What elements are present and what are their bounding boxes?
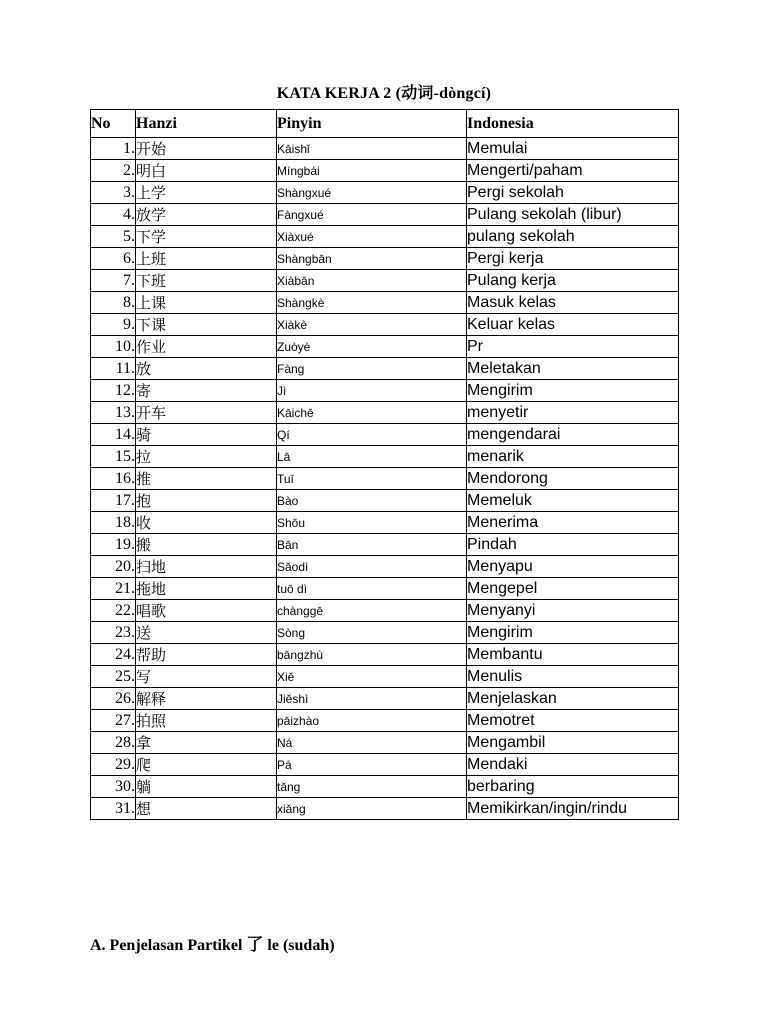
row-indonesia: Memikirkan/ingin/rindu — [467, 798, 679, 820]
row-number: 17. — [91, 490, 136, 512]
table-row — [91, 556, 679, 578]
table-row — [91, 270, 679, 292]
row-number: 3. — [91, 182, 136, 204]
row-pinyin: Xiě — [277, 666, 467, 688]
row-pinyin: Shàngbān — [277, 248, 467, 270]
table-row — [91, 468, 679, 490]
row-indonesia: Mengirim — [467, 380, 679, 402]
row-hanzi: 收 — [136, 512, 277, 534]
row-hanzi: 拉 — [136, 446, 277, 468]
row-hanzi: 开始 — [136, 138, 277, 160]
row-indonesia: Menjelaskan — [467, 688, 679, 710]
row-number: 15. — [91, 446, 136, 468]
row-pinyin: Jiěshì — [277, 688, 467, 710]
row-pinyin: Zuòyè — [277, 336, 467, 358]
table-row — [91, 226, 679, 248]
row-number: 10. — [91, 336, 136, 358]
table-row — [91, 182, 679, 204]
row-hanzi: 下班 — [136, 270, 277, 292]
row-pinyin: Qí — [277, 424, 467, 446]
row-number: 16. — [91, 468, 136, 490]
table-row — [91, 732, 679, 754]
vocabulary-table — [90, 109, 679, 820]
row-indonesia: menyetir — [467, 402, 679, 424]
document-title: KATA KERJA 2 (动词-dòngcí) — [276, 85, 492, 102]
row-number: 4. — [91, 204, 136, 226]
row-indonesia: Memotret — [467, 710, 679, 732]
row-pinyin: Bān — [277, 534, 467, 556]
row-hanzi: 骑 — [136, 424, 277, 446]
row-indonesia: mengendarai — [467, 424, 679, 446]
table-row — [91, 578, 679, 600]
table-body — [91, 138, 679, 820]
table-row — [91, 380, 679, 402]
row-number: 27. — [91, 710, 136, 732]
table-row — [91, 600, 679, 622]
header-no: No — [91, 110, 136, 138]
table-row — [91, 424, 679, 446]
row-number: 21. — [91, 578, 136, 600]
row-indonesia: Pulang kerja — [467, 270, 679, 292]
table-row — [91, 622, 679, 644]
row-pinyin: tǎng — [277, 776, 467, 798]
row-number: 19. — [91, 534, 136, 556]
row-hanzi: 抱 — [136, 490, 277, 512]
table-row — [91, 204, 679, 226]
row-pinyin: Shàngxué — [277, 182, 467, 204]
row-hanzi: 帮助 — [136, 644, 277, 666]
row-indonesia: Pindah — [467, 534, 679, 556]
table-row — [91, 314, 679, 336]
row-hanzi: 爬 — [136, 754, 277, 776]
row-indonesia: Mengirim — [467, 622, 679, 644]
table-row — [91, 688, 679, 710]
table-row — [91, 336, 679, 358]
row-hanzi: 想 — [136, 798, 277, 820]
row-hanzi: 送 — [136, 622, 277, 644]
row-indonesia: Pergi kerja — [467, 248, 679, 270]
row-pinyin: Fàng — [277, 358, 467, 380]
row-indonesia: Keluar kelas — [467, 314, 679, 336]
row-number: 29. — [91, 754, 136, 776]
row-number: 31. — [91, 798, 136, 820]
row-hanzi: 推 — [136, 468, 277, 490]
row-indonesia: pulang sekolah — [467, 226, 679, 248]
table-row — [91, 402, 679, 424]
row-pinyin: xiǎng — [277, 798, 467, 820]
row-number: 26. — [91, 688, 136, 710]
table-row — [91, 776, 679, 798]
row-indonesia: Menyapu — [467, 556, 679, 578]
row-pinyin: Sòng — [277, 622, 467, 644]
row-pinyin: Jì — [277, 380, 467, 402]
row-pinyin: Ná — [277, 732, 467, 754]
table-row — [91, 754, 679, 776]
table-row — [91, 512, 679, 534]
row-indonesia: Membantu — [467, 644, 679, 666]
row-hanzi: 上学 — [136, 182, 277, 204]
table-row — [91, 490, 679, 512]
table-row — [91, 798, 679, 820]
row-number: 20. — [91, 556, 136, 578]
row-number: 14. — [91, 424, 136, 446]
row-hanzi: 唱歌 — [136, 600, 277, 622]
row-number: 8. — [91, 292, 136, 314]
row-hanzi: 解释 — [136, 688, 277, 710]
row-number: 9. — [91, 314, 136, 336]
table-row — [91, 138, 679, 160]
row-pinyin: pāizhào — [277, 710, 467, 732]
row-pinyin: Tuī — [277, 468, 467, 490]
row-hanzi: 写 — [136, 666, 277, 688]
row-hanzi: 扫地 — [136, 556, 277, 578]
table-row — [91, 644, 679, 666]
row-number: 13. — [91, 402, 136, 424]
row-pinyin: Xiàbān — [277, 270, 467, 292]
row-pinyin: Shàngkè — [277, 292, 467, 314]
header-pinyin: Pinyin — [277, 110, 467, 138]
row-pinyin: Kāichē — [277, 402, 467, 424]
row-indonesia: menarik — [467, 446, 679, 468]
row-number: 18. — [91, 512, 136, 534]
row-indonesia: Meletakan — [467, 358, 679, 380]
row-indonesia: Menerima — [467, 512, 679, 534]
header-indonesia: Indonesia — [467, 110, 679, 138]
row-number: 7. — [91, 270, 136, 292]
row-number: 30. — [91, 776, 136, 798]
row-pinyin: Sǎodì — [277, 556, 467, 578]
row-indonesia: Pr — [467, 336, 679, 358]
row-number: 1. — [91, 138, 136, 160]
table-row — [91, 160, 679, 182]
row-hanzi: 躺 — [136, 776, 277, 798]
row-indonesia: Mengepel — [467, 578, 679, 600]
row-number: 25. — [91, 666, 136, 688]
row-indonesia: Pergi sekolah — [467, 182, 679, 204]
row-number: 23. — [91, 622, 136, 644]
row-hanzi: 上班 — [136, 248, 277, 270]
table-row — [91, 292, 679, 314]
row-pinyin: Xiàkè — [277, 314, 467, 336]
row-number: 2. — [91, 160, 136, 182]
row-pinyin: Bào — [277, 490, 467, 512]
row-pinyin: Míngbái — [277, 160, 467, 182]
row-indonesia: Menulis — [467, 666, 679, 688]
row-number: 6. — [91, 248, 136, 270]
row-pinyin: Lā — [277, 446, 467, 468]
row-hanzi: 放 — [136, 358, 277, 380]
row-pinyin: Pá — [277, 754, 467, 776]
table-row — [91, 534, 679, 556]
row-number: 24. — [91, 644, 136, 666]
row-number: 5. — [91, 226, 136, 248]
row-indonesia: Memeluk — [467, 490, 679, 512]
row-pinyin: Shōu — [277, 512, 467, 534]
row-number: 11. — [91, 358, 136, 380]
row-indonesia: berbaring — [467, 776, 679, 798]
row-hanzi: 拍照 — [136, 710, 277, 732]
table-row — [91, 248, 679, 270]
section-heading-hanzi: 了 — [246, 935, 264, 955]
table-row — [91, 666, 679, 688]
row-pinyin: Fàngxué — [277, 204, 467, 226]
row-hanzi: 放学 — [136, 204, 277, 226]
row-hanzi: 下学 — [136, 226, 277, 248]
row-indonesia: Menyanyi — [467, 600, 679, 622]
header-hanzi: Hanzi — [136, 110, 277, 138]
row-pinyin: tuō dì — [277, 578, 467, 600]
table-row — [91, 358, 679, 380]
row-indonesia: Pulang sekolah (libur) — [467, 204, 679, 226]
row-pinyin: bāngzhù — [277, 644, 467, 666]
row-pinyin: chànggē — [277, 600, 467, 622]
row-pinyin: Kāishǐ — [277, 138, 467, 160]
row-hanzi: 明白 — [136, 160, 277, 182]
row-number: 28. — [91, 732, 136, 754]
row-pinyin: Xiàxué — [277, 226, 467, 248]
row-indonesia: Mengerti/paham — [467, 160, 679, 182]
row-hanzi: 开车 — [136, 402, 277, 424]
table-row — [91, 710, 679, 732]
row-indonesia: Mengambil — [467, 732, 679, 754]
row-indonesia: Mendaki — [467, 754, 679, 776]
row-hanzi: 上课 — [136, 292, 277, 314]
table-row — [91, 446, 679, 468]
table-header-row — [91, 110, 679, 138]
row-indonesia: Masuk kelas — [467, 292, 679, 314]
row-hanzi: 搬 — [136, 534, 277, 556]
section-heading-suffix: le (sudah) — [267, 937, 335, 954]
row-hanzi: 拿 — [136, 732, 277, 754]
row-hanzi: 作业 — [136, 336, 277, 358]
row-number: 12. — [91, 380, 136, 402]
row-number: 22. — [91, 600, 136, 622]
row-indonesia: Memulai — [467, 138, 679, 160]
row-hanzi: 下课 — [136, 314, 277, 336]
section-heading-prefix: A. Penjelasan Partikel — [90, 937, 243, 954]
row-hanzi: 寄 — [136, 380, 277, 402]
section-heading — [90, 930, 335, 955]
row-indonesia: Mendorong — [467, 468, 679, 490]
row-hanzi: 拖地 — [136, 578, 277, 600]
